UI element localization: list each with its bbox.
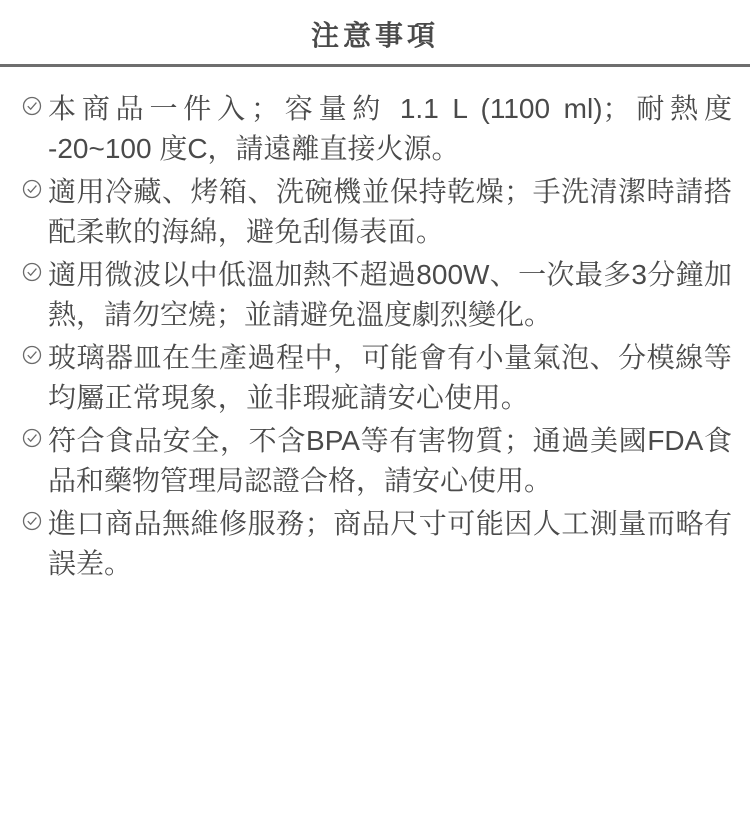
list-item	[22, 338, 732, 418]
list-item-text: 本商品一件入；容量約 1.1 L (1100 ml)；耐熱度 -20~100 度C，請遠離直接火源。	[48, 93, 732, 164]
check-circle-icon	[22, 89, 48, 129]
page-header	[0, 0, 750, 64]
page-title: 注意事項	[310, 20, 439, 51]
list-item	[22, 89, 732, 169]
check-circle-icon	[22, 338, 48, 378]
list-item	[22, 504, 732, 584]
list-item-text: 適用冷藏、烤箱、洗碗機並保持乾燥；手洗清潔時請搭配柔軟的海綿，避免刮傷表面。	[48, 176, 732, 247]
list-item-text: 玻璃器皿在生產過程中，可能會有小量氣泡、分模線等均屬正常現象，並非瑕疵請安心使用。	[48, 342, 732, 413]
check-circle-icon	[22, 421, 48, 461]
list-item-text: 適用微波以中低溫加熱不超過800W、一次最多3分鐘加熱，請勿空燒；並請避免溫度劇烈變化。	[48, 259, 732, 330]
list-item-text: 符合食品安全，不含BPA等有害物質；通過美國FDA食品和藥物管理局認證合格，請安心使用。	[48, 425, 732, 496]
list-item	[22, 255, 732, 335]
check-circle-icon	[22, 504, 48, 544]
notice-list	[0, 67, 750, 584]
check-circle-icon	[22, 255, 48, 295]
list-item-text: 進口商品無維修服務；商品尺寸可能因人工測量而略有誤差。	[48, 508, 732, 579]
list-item	[22, 421, 732, 501]
list-item	[22, 172, 732, 252]
check-circle-icon	[22, 172, 48, 212]
